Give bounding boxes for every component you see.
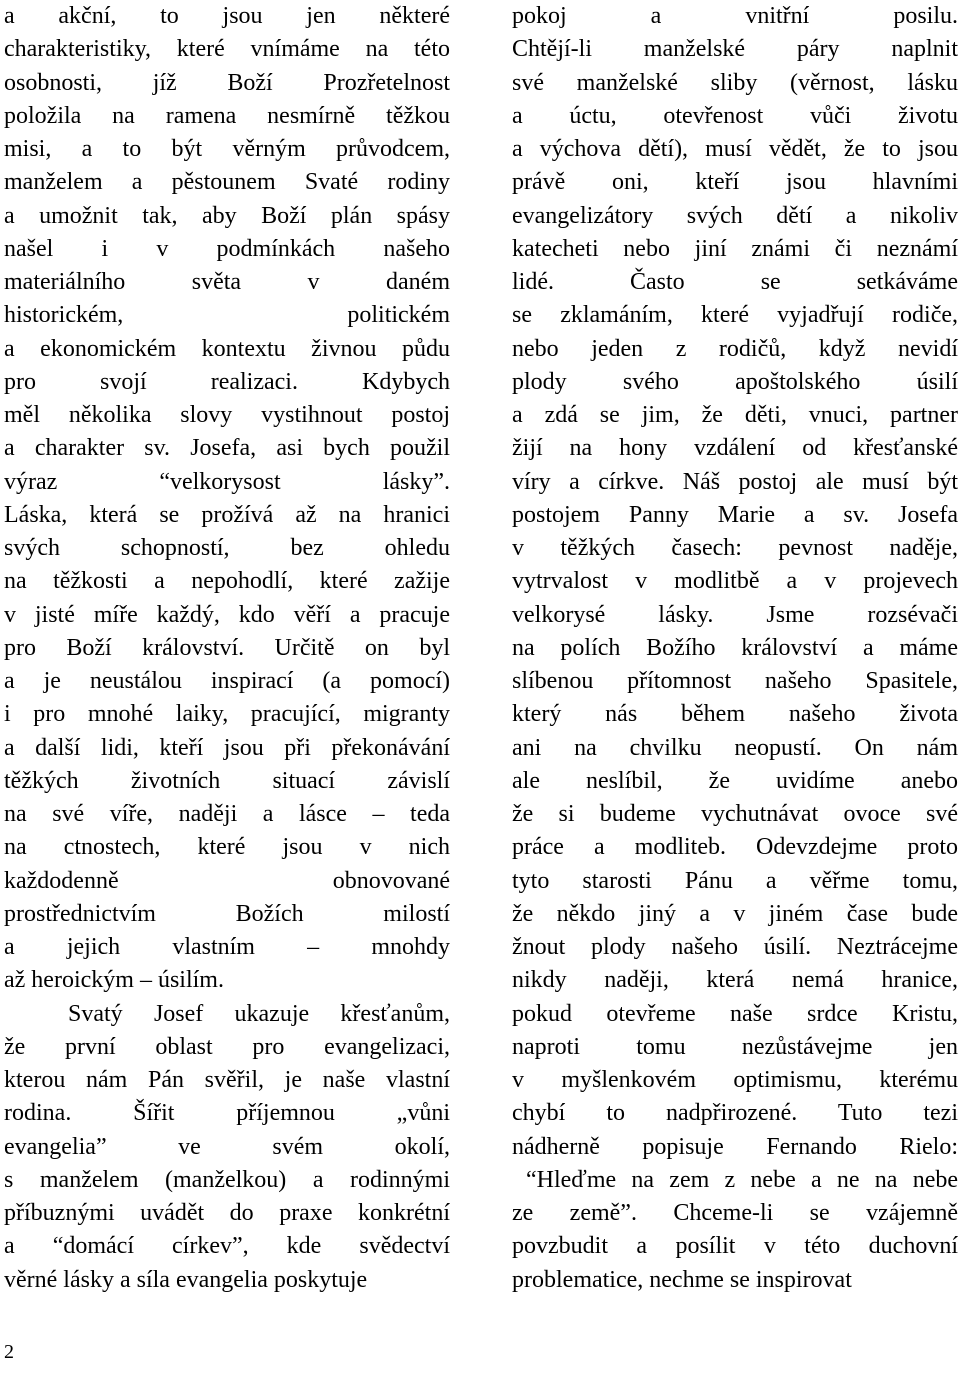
text-line: velkorysé lásky. Jsme rozsévači bbox=[512, 601, 958, 628]
text-line: víry a církve. Náš postoj ale musí být bbox=[512, 468, 958, 495]
left-text-column bbox=[4, 0, 450, 1297]
text-line: evangelizátory svých dětí a nikoliv bbox=[512, 202, 958, 229]
text-line: i pro mnohé laiky, pracující, migranty bbox=[4, 701, 450, 728]
text-line: pro svojí realizaci. Kdybych bbox=[4, 368, 450, 395]
text-line: našel i v podmínkách našeho bbox=[4, 235, 450, 262]
text-line: a je neustálou inspirací (a pomocí) bbox=[4, 668, 450, 694]
text-line: postojem Panny Marie a sv. Josefa bbox=[512, 501, 958, 528]
text-line: katecheti nebo jiní známi či neznámí bbox=[512, 235, 958, 262]
text-line: pokud otevřeme naše srdce Kristu, bbox=[512, 1000, 958, 1027]
text-line: manželem a pěstounem Svaté rodiny bbox=[4, 169, 450, 196]
text-line: naproti tomu nezůstávejme jen bbox=[512, 1033, 958, 1060]
text-line: pro Boží království. Určitě on byl bbox=[4, 634, 450, 661]
text-line: žnout plody našeho úsilí. Neztrácejme bbox=[512, 934, 958, 960]
text-line: prostřednictvím Božích milostí bbox=[4, 900, 450, 927]
text-line: Láska, která se prožívá až na hranici bbox=[4, 501, 450, 528]
text-line: nikdy naději, která nemá hranice, bbox=[512, 967, 958, 994]
text-line: povzbudit a posílit v této duchovní bbox=[512, 1233, 958, 1260]
text-line: a akční, to jsou jen některé bbox=[4, 3, 450, 29]
text-line: kterou nám Pán svěřil, je naše vlastní bbox=[4, 1067, 450, 1093]
text-line: položila na ramena nesmírně těžkou bbox=[4, 102, 450, 129]
text-line: a jejich vlastním – mnohdy bbox=[4, 934, 450, 960]
text-line: a výchova dětí), musí vědět, že to jsou bbox=[512, 136, 958, 162]
text-line: plody svého apoštolského úsilí bbox=[512, 368, 958, 395]
text-line: a umožnit tak, aby Boží plán spásy bbox=[4, 202, 450, 229]
text-line: právě oni, kteří jsou hlavními bbox=[512, 169, 958, 196]
text-line: charakteristiky, které vnímáme na této bbox=[4, 36, 450, 63]
text-line: Chtějí-li manželské páry naplnit bbox=[512, 36, 958, 63]
text-line: ani na chvilku neopustí. On nám bbox=[512, 734, 958, 761]
text-line: měl několika slovy vystihnout postoj bbox=[4, 402, 450, 428]
text-line: na polích Božího království a máme bbox=[512, 634, 958, 661]
text-line: na ctnostech, které jsou v nich bbox=[4, 834, 450, 861]
text-line: ze země”. Chceme-li se vzájemně bbox=[512, 1200, 958, 1226]
text-line: ale neslíbil, že uvidíme anebo bbox=[512, 767, 958, 794]
text-line: své manželské sliby (věrnost, lásku bbox=[512, 69, 958, 96]
text-line: a ekonomickém kontextu živnou půdu bbox=[4, 335, 450, 362]
text-line: těžkých životních situací závislí bbox=[4, 767, 450, 794]
text-line: tyto starosti Pánu a věřme tomu, bbox=[512, 867, 958, 894]
text-line: který nás během našeho života bbox=[512, 701, 958, 728]
text-line: a úctu, otevřenost vůči životu bbox=[512, 102, 958, 129]
text-line: a další lidi, kteří jsou při překonávání bbox=[4, 734, 450, 761]
text-line: s manželem (manželkou) a rodinnými bbox=[4, 1166, 450, 1193]
text-line: materiálního světa v daném bbox=[4, 269, 450, 295]
text-line: výraz “velkorysost lásky”. bbox=[4, 468, 450, 495]
text-line: historickém, politickém bbox=[4, 302, 450, 329]
text-line: věrné lásky a síla evangelia poskytuje bbox=[4, 1266, 368, 1293]
text-line: práce a modliteb. Odevzdejme proto bbox=[512, 834, 958, 861]
text-line: až heroickým – úsilím. bbox=[4, 967, 224, 994]
text-line: příbuznými uvádět do praxe konkrétní bbox=[4, 1200, 450, 1226]
right-text-column bbox=[512, 0, 958, 1297]
text-line: v jisté míře každý, kdo věří a pracuje bbox=[4, 601, 450, 628]
text-line: a “domácí církev”, kde svědectví bbox=[4, 1233, 450, 1260]
text-line: v těžkých časech: pevnost naděje, bbox=[512, 535, 958, 561]
text-line: misi, a to být věrným průvodcem, bbox=[4, 136, 450, 162]
text-line: že si budeme vychutnávat ovoce své bbox=[512, 801, 958, 827]
text-line: žijí na hony vzdálení od křesťanské bbox=[512, 435, 958, 462]
text-line: a zdá se jim, že děti, vnuci, partner bbox=[512, 402, 958, 428]
text-line: že první oblast pro evangelizaci, bbox=[4, 1033, 450, 1060]
text-line: osobnosti, jíž Boží Prozřetelnost bbox=[4, 69, 450, 96]
text-line: “Hleďme na zem z nebe a ne na nebe bbox=[526, 1166, 958, 1193]
page-number: 2 bbox=[4, 1341, 14, 1363]
text-line: rodina. Šířit příjemnou „vůni bbox=[4, 1100, 450, 1127]
text-line: pokoj a vnitřní posilu. bbox=[512, 3, 958, 29]
text-line: svých schopností, bez ohledu bbox=[4, 535, 450, 561]
text-line: vytrvalost v modlitbě a v projevech bbox=[512, 568, 958, 595]
text-line: Svatý Josef ukazuje křesťanům, bbox=[68, 1000, 450, 1027]
text-line: na těžkosti a nepohodlí, které zažije bbox=[4, 568, 450, 595]
text-line: evangelia” ve svém okolí, bbox=[4, 1133, 450, 1160]
text-line: každodenně obnovované bbox=[4, 867, 450, 894]
text-line: nebo jeden z rodičů, když nevidí bbox=[512, 335, 958, 362]
text-line: problematice, nechme se inspirovat bbox=[512, 1266, 852, 1293]
text-line: slíbenou přítomnost našeho Spasitele, bbox=[512, 668, 958, 694]
text-line: nádherně popisuje Fernando Rielo: bbox=[512, 1133, 958, 1160]
text-line: na své víře, naději a lásce – teda bbox=[4, 801, 450, 827]
text-line: chybí to nadpřirozené. Tuto tezi bbox=[512, 1100, 958, 1127]
text-line: že někdo jiný a v jiném čase bude bbox=[512, 900, 958, 927]
text-line: v myšlenkovém optimismu, kterému bbox=[512, 1067, 958, 1093]
text-line: lidé. Často se setkáváme bbox=[512, 269, 958, 295]
text-line: a charakter sv. Josefa, asi bych použil bbox=[4, 435, 450, 462]
text-line: se zklamáním, které vyjadřují rodiče, bbox=[512, 302, 958, 329]
